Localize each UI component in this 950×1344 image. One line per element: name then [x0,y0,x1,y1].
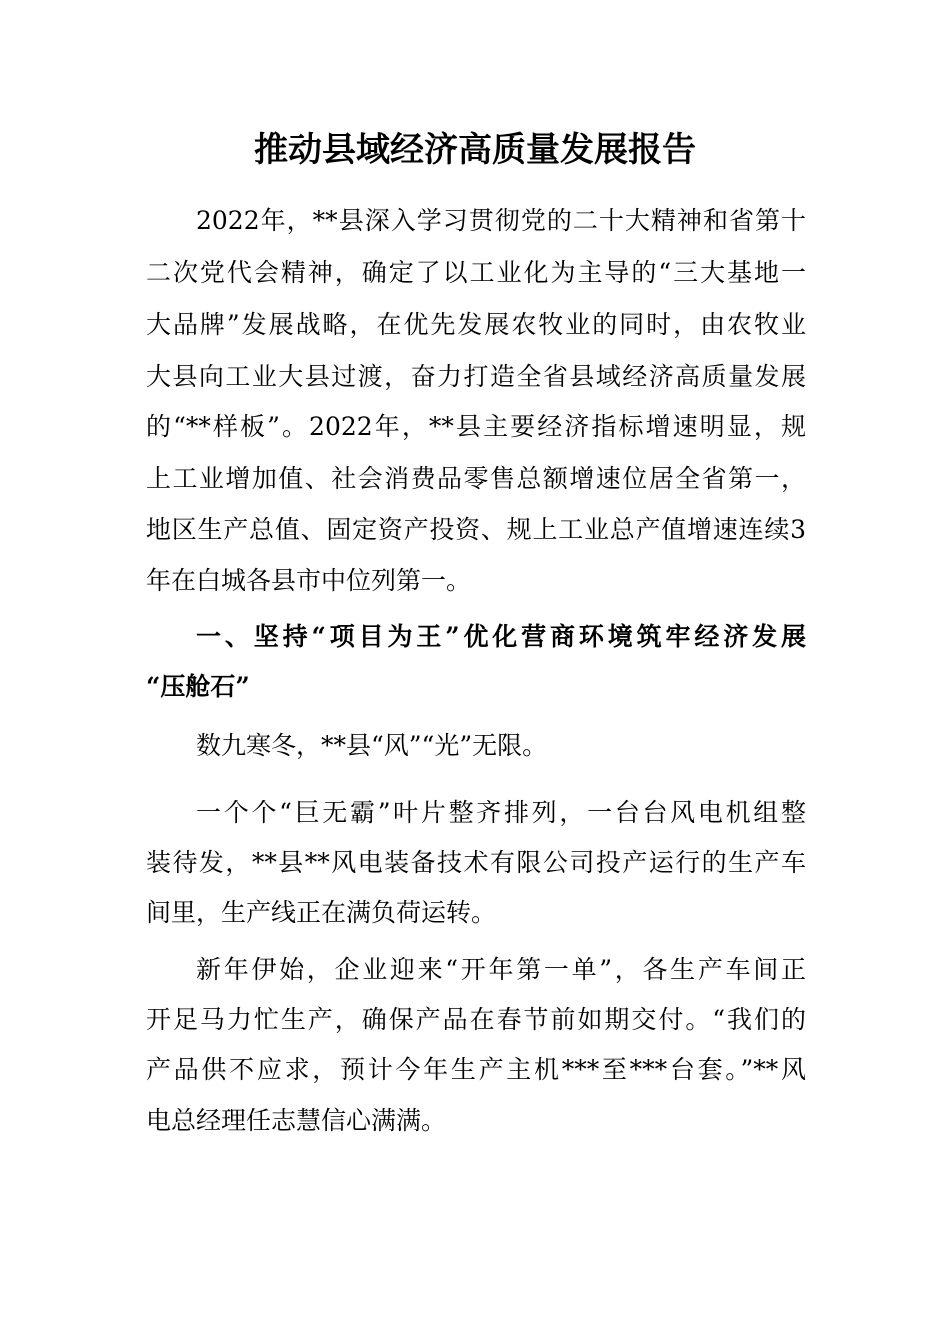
paragraph-line: 装待发，**县**风电装备技术有限公司投产运行的生产车 [146,848,806,877]
paragraph-line: 新年伊始，企业迎来“开年第一单”，各生产车间正 [196,955,806,984]
intro-line: 2022年，**县深入学习贯彻党的二十大精神和省第十 [196,206,806,235]
intro-line: 上工业增加值、社会消费品零售总额增速位居全省第一， [146,464,806,493]
intro-line: 二次党代会精神，确定了以工业化为主导的“三大基地一 [146,258,806,287]
section-heading: 一、坚持“项目为王”优化营商环境筑牢经济发展 [196,622,806,651]
paragraph-line: 数九寒冬，**县“风”“光”无限。 [196,731,548,760]
paragraph-line: 电总经理任志慧信心满满。 [146,1106,447,1135]
paragraph-line: 开足马力忙生产，确保产品在春节前如期交付。“我们的 [146,1005,806,1034]
intro-line: 大品牌”发展战略，在优先发展农牧业的同时，由农牧业 [146,310,806,339]
paragraph-line: 间里，生产线正在满负荷运转。 [146,898,497,927]
section-heading: “压舱石” [146,672,250,701]
intro-line: 年在白城各县市中位列第一。 [146,566,472,595]
intro-line: 大县向工业大县过渡，奋力打造全省县域经济高质量发展 [146,362,806,391]
document-title: 推动县域经济高质量发展报告 [254,130,696,170]
paragraph-line: 一个个“巨无霸”叶片整齐排列，一台台风电机组整 [196,798,806,827]
paragraph-line: 产品供不应求，预计今年生产主机***至***台套。”**风 [146,1055,806,1084]
intro-line: 的“**样板”。2022年，**县主要经济指标增速明显，规 [146,412,806,441]
intro-line: 地区生产总值、固定资产投资、规上工业总产值增速连续3 [146,515,806,544]
